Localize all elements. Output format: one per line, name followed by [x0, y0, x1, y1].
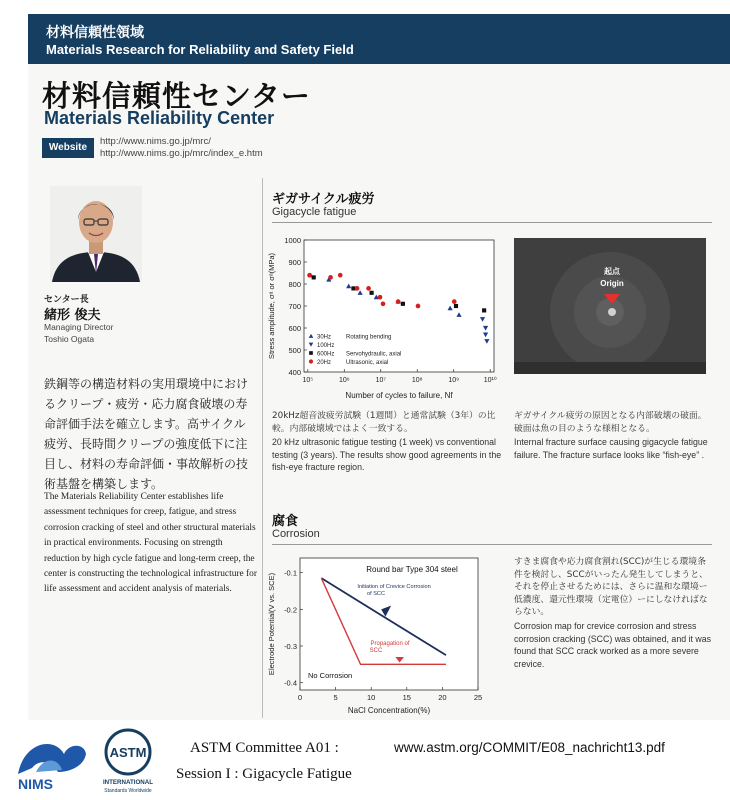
corrosion-caption-en: Corrosion map for crevice corrosion and stress corrosion cracking (SCC) was obtained, and it was found that SCC crack worked as a more severe crevice.	[514, 621, 712, 669]
gigacycle-x-tick-label: 10⁷	[375, 377, 386, 384]
gigacycle-y-tick-label: 1000	[284, 236, 301, 245]
gigacycle-point-20hz	[366, 286, 371, 291]
intro-text-jp: 鉄鋼等の構造材料の実用環境中におけるクリープ・疲労・応力腐食破壊の寿命評価手法を確立します。高サイクル疲労、長時間クリープの強度低下に注目し、材料の寿命評価・事故解析の技術基盤を構築します。	[44, 377, 249, 491]
gigacycle-heading-jp: ギガサイクル疲労	[272, 192, 375, 207]
gigacycle-caption-left-en: 20 kHz ultrasonic fatigue testing (1 week) vs conventional testing (3 years). The results show good agreements in the fish-eye fracture region.	[272, 437, 502, 473]
footer	[0, 722, 730, 800]
corrosion-y-tick-label: -0.2	[284, 605, 297, 615]
corrosion-x-tick-label: 15	[402, 693, 411, 702]
astm-logo-sub: INTERNATIONAL	[102, 779, 154, 786]
gigacycle-point-20hz	[381, 301, 386, 306]
origin-label-en: Origin	[600, 279, 624, 288]
page-title-jp: 材料信頼性センター	[42, 79, 311, 113]
fracture-surface-image	[514, 238, 706, 374]
corrosion-annotation-initiation-1: Initiation of Crevice Corrosion	[357, 584, 431, 590]
footer-committee: ASTM Committee A01 :	[190, 740, 339, 756]
gigacycle-point-20hz	[307, 273, 312, 278]
gigacycle-point-600hz	[401, 302, 405, 306]
astm-logo-tagline: Standards Worldwide	[104, 788, 152, 794]
gigacycle-point-20hz	[416, 304, 421, 309]
gigacycle-point-600hz	[482, 308, 486, 312]
nims-logo	[14, 732, 90, 792]
page-title-en: Materials Reliability Center	[44, 108, 275, 128]
corrosion-y-tick-label: -0.3	[284, 642, 297, 651]
gigacycle-legend-name: 30Hz	[317, 334, 332, 341]
gigacycle-caption-right-en: Internal fracture surface causing gigacycle fatigue failure. The fracture surface looks like “fish-eye” .	[514, 437, 708, 460]
corrosion-y-tick-label: -0.1	[284, 568, 297, 578]
gigacycle-x-tick-label: 10⁶	[338, 377, 350, 384]
corrosion-y-label: Electrode Potential(V vs. SCE)	[267, 572, 276, 676]
gigacycle-legend-name: 100Hz	[317, 343, 335, 349]
corrosion-x-tick-label: 10	[367, 693, 376, 702]
gigacycle-x-tick-label: 10⁵	[302, 377, 314, 384]
website-url-en[interactable]: http://www.nims.go.jp/mrc/index_e.htm	[100, 148, 263, 159]
category-title-jp: 材料信頼性領域	[46, 25, 144, 41]
gigacycle-y-label: Stress amplitude, σᵃ or σᵃ(MPa)	[267, 252, 276, 360]
gigacycle-y-tick-label: 400	[288, 368, 301, 377]
gigacycle-caption-left-jp: 20kHz超音波疲労試験（1週間）と通常試験（3年）の比較。内部破壊域ではよく一致する。	[272, 411, 496, 434]
corrosion-annotation-no-corrosion: No Corrosion	[308, 671, 353, 680]
gigacycle-heading-en: Gigacycle fatigue	[272, 206, 357, 218]
gigacycle-legend-name: 20Hz	[317, 360, 332, 366]
gigacycle-legend-marker	[309, 359, 313, 363]
astm-logo-label: ASTM	[109, 745, 147, 760]
corrosion-x-label: NaCl Concentration(%)	[347, 706, 431, 715]
gigacycle-legend-desc: Ultrasonic, axial	[346, 360, 389, 366]
corrosion-annotation-propagation-1: Propagation of	[370, 641, 410, 647]
director-title-en: Managing Director	[44, 322, 114, 332]
header-band	[28, 14, 730, 64]
corrosion-rule	[272, 544, 712, 545]
corrosion-chart-title: Round bar Type 304 steel	[366, 565, 458, 574]
website-url-jp[interactable]: http://www.nims.go.jp/mrc/	[100, 136, 211, 147]
gigacycle-x-tick-label: 10¹⁰	[483, 377, 497, 384]
astm-logo	[96, 726, 160, 796]
nims-label: NIMS	[18, 776, 53, 792]
website-badge: Website	[42, 138, 94, 158]
gigacycle-caption-right-jp: ギガサイクル疲労の原因となる内部破壊の破面。破面は魚の目のような様相となる。	[514, 411, 707, 434]
director-portrait	[50, 186, 142, 282]
corrosion-annotation-initiation-2: of SCC	[366, 591, 386, 597]
footer-url[interactable]: www.astm.org/COMMIT/E08_nachricht13.pdf	[394, 740, 665, 755]
director-name-jp: 緒形 俊夫	[44, 308, 101, 323]
gigacycle-y-tick-label: 900	[288, 258, 301, 267]
footer-session: Session I : Gigacycle Fatigue	[176, 766, 352, 782]
gigacycle-point-20hz	[328, 275, 333, 280]
gigacycle-point-20hz	[338, 273, 343, 278]
origin-label-jp: 起点	[604, 267, 620, 276]
gigacycle-legend-desc: Rotating bending	[346, 334, 392, 341]
corrosion-y-tick-label: -0.4	[284, 678, 297, 688]
intro-text-en: The Materials Reliability Center establishes life assessment techniques for creep, fatigue, and stress corrosion cracking of steel and other structural materials in practical environments. Focusing on strength reduction by high cycle fatigue and long-term creep, the center is constructing the technological infrastructure for life assessment and accident analysis of materials.	[44, 492, 257, 595]
gigacycle-rule	[272, 222, 712, 223]
corrosion-annotation-propagation-2: SCC	[369, 648, 383, 654]
gigacycle-chart	[266, 232, 508, 402]
gigacycle-y-tick-label: 600	[288, 324, 301, 333]
gigacycle-x-tick-label: 10⁸	[411, 377, 423, 384]
director-name-en: Toshio Ogata	[44, 334, 95, 344]
corrosion-x-tick-label: 5	[333, 693, 338, 702]
category-title-en: Materials Research for Reliability and Safety Field	[46, 42, 354, 57]
gigacycle-point-600hz	[454, 304, 458, 308]
gigacycle-legend-desc: Servohydraulic, axial	[346, 351, 402, 358]
gigacycle-point-20hz	[396, 299, 401, 304]
gigacycle-legend-name: 600Hz	[317, 351, 335, 358]
director-role-jp: センター長	[44, 295, 89, 305]
corrosion-chart	[266, 550, 486, 716]
corrosion-x-tick-label: 0	[297, 693, 303, 702]
gigacycle-x-tick-label: 10⁹	[448, 377, 460, 384]
gigacycle-x-label: Number of cycles to failure, Nf	[345, 391, 453, 400]
column-divider	[262, 178, 263, 718]
gigacycle-y-tick-label: 700	[288, 302, 301, 311]
gigacycle-y-tick-label: 800	[288, 280, 301, 289]
gigacycle-point-600hz	[369, 291, 373, 295]
corrosion-caption-jp: すきま腐食や応力腐食割れ(SCC)が生じる環境条件を検討し、SCCがいったん発生してしまうと、それを停止させるためには、さらに温和な環境ー低濃度、還元性環境（定電位）ーにしなければならない。	[514, 557, 708, 618]
corrosion-x-tick-label: 20	[438, 693, 447, 702]
gigacycle-point-600hz	[312, 275, 316, 279]
gigacycle-point-20hz	[378, 295, 383, 300]
gigacycle-point-20hz	[452, 299, 457, 304]
corrosion-x-tick-label: 25	[473, 693, 483, 702]
gigacycle-point-20hz	[355, 286, 360, 291]
gigacycle-y-tick-label: 500	[288, 346, 301, 355]
gigacycle-legend-marker	[309, 351, 313, 355]
corrosion-heading-jp: 腐食	[272, 514, 299, 529]
corrosion-heading-en: Corrosion	[272, 528, 320, 540]
